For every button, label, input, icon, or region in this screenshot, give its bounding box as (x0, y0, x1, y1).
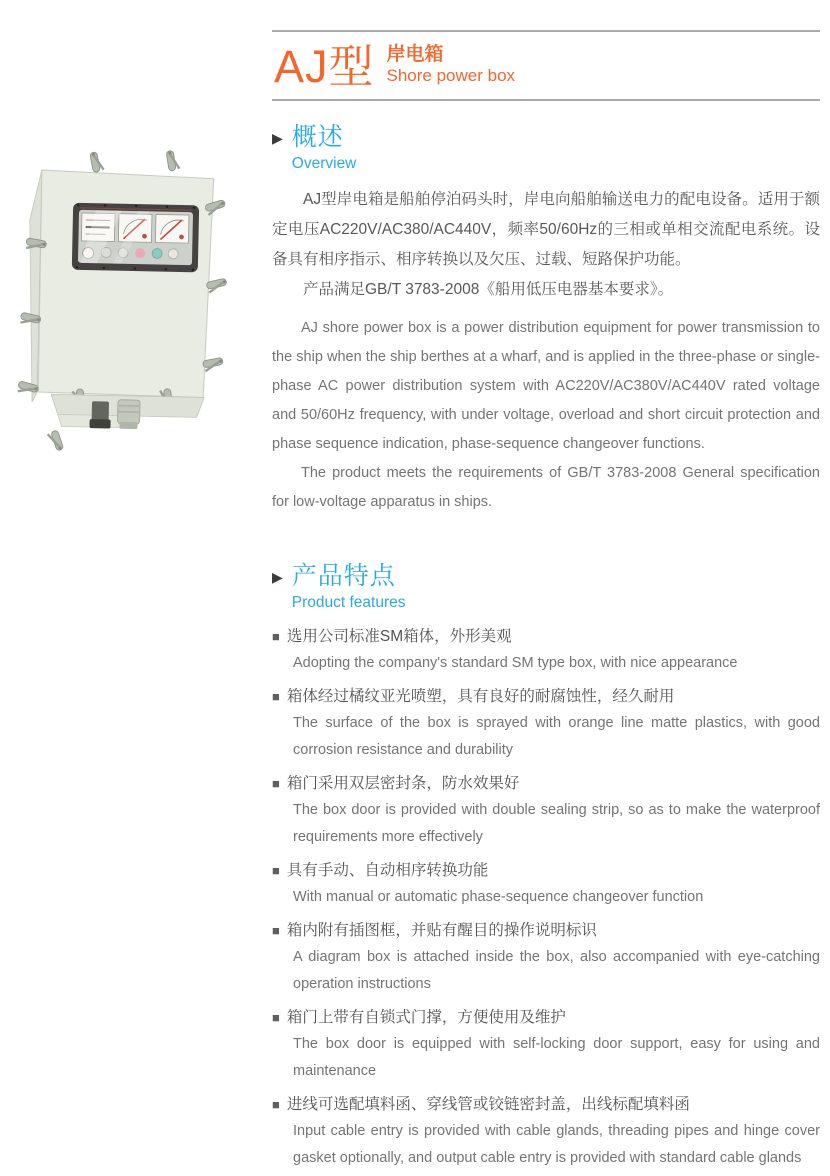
product-name-en: Shore power box (387, 66, 516, 86)
overview-paragraph-cn: AJ型岸电箱是船舶停泊码头时，岸电向船舶输送电力的配电设备。适用于额定电压AC220V/AC380/AC440V，频率50/60Hz的三相或单相交流配电系统。设备具有相序指示、相序转换以及欠压、过载、短路保护功能。 (272, 185, 820, 275)
features-list (272, 626, 820, 1172)
overview-paragraph-en: AJ shore power box is a power distribution equipment for power transmission to the ship when the ship berthes at a wharf, and is applied in the three-phase or single-phase AC power distribution system with AC220V/AC380V/AC440V rated voltage and 50/60Hz frequency, with under voltage, overload and short circuit protection and phase sequence indication, phase-sequence changeover functions. (272, 314, 820, 459)
feature-item (272, 920, 820, 998)
product-photo (8, 142, 258, 474)
feature-item (272, 773, 820, 851)
feature-en-text: Adopting the company's standard SM type box, with nice appearance (293, 650, 820, 677)
feature-en-text: The box door is provided with double sealing strip, so as to make the waterproof requirements more effectively (293, 797, 820, 851)
product-title-block (272, 32, 820, 99)
feature-item (272, 1094, 820, 1172)
feature-cn-text: 箱门上带有自锁式门撑，方便使用及维护 (287, 1007, 566, 1029)
feature-item (272, 1007, 820, 1085)
feature-cn-text: 箱体经过橘纹亚光喷塑，具有良好的耐腐蚀性，经久耐用 (287, 686, 675, 708)
product-model: AJ型 (274, 46, 375, 89)
overview-heading-cn: 概述 (292, 124, 357, 152)
feature-en-text: Input cable entry is provided with cable glands, threading pipes and hinge cover gasket optionally, and output cable entry is provided with standard cable glands (293, 1118, 820, 1172)
overview-paragraph-cn: 产品满足GB/T 3783-2008《船用低压电器基本要求》。 (272, 275, 820, 305)
features-heading-cn: 产品特点 (292, 563, 406, 591)
features-section-header (272, 563, 820, 612)
feature-en-text: With manual or automatic phase-sequence changeover function (293, 884, 820, 911)
features-heading-en: Product features (292, 593, 406, 612)
cable-gland-dark (89, 401, 111, 428)
feature-cn-text: 具有手动、自动相序转换功能 (287, 860, 489, 882)
feature-cn-text: 进线可选配填料函、穿线管或铰链密封盖，出线标配填料函 (287, 1094, 690, 1116)
overview-heading-en: Overview (292, 154, 357, 173)
feature-item (272, 860, 820, 911)
analog-meter (155, 214, 189, 243)
title-divider (272, 99, 820, 101)
square-bullet-icon: ■ (272, 920, 280, 942)
square-bullet-icon: ■ (272, 1094, 280, 1116)
section-arrow-icon: ▶ (272, 131, 283, 145)
overview-paragraph-en: The product meets the requirements of GB/T 3783-2008 General specification for low-voltage apparatus in ships. (272, 459, 820, 517)
overview-section-header (272, 124, 820, 173)
product-name-cn: 岸电箱 (387, 44, 516, 66)
content-column (272, 0, 820, 1176)
feature-en-text: The box door is equipped with self-locking door support, easy for using and maintenance (293, 1031, 820, 1085)
overview-body (272, 185, 820, 517)
shore-power-box-illustration (8, 142, 258, 474)
square-bullet-icon: ■ (272, 626, 280, 648)
feature-item (272, 626, 820, 677)
square-bullet-icon: ■ (272, 1007, 280, 1029)
feature-cn-text: 选用公司标准SM箱体，外形美观 (287, 626, 512, 648)
feature-en-text: A diagram box is attached inside the box, also accompanied with eye-catching operation instructions (293, 944, 820, 998)
cable-gland-light (117, 400, 140, 429)
feature-cn-text: 箱内附有插图框，并贴有醒目的操作说明标识 (287, 920, 597, 942)
feature-en-text: The surface of the box is sprayed with orange line matte plastics, with good corrosion resistance and durability (293, 710, 820, 764)
section-arrow-icon: ▶ (272, 570, 283, 584)
feature-item (272, 686, 820, 764)
square-bullet-icon: ■ (272, 686, 280, 708)
feature-cn-text: 箱门采用双层密封条，防水效果好 (287, 773, 520, 795)
square-bullet-icon: ■ (272, 860, 280, 882)
square-bullet-icon: ■ (272, 773, 280, 795)
